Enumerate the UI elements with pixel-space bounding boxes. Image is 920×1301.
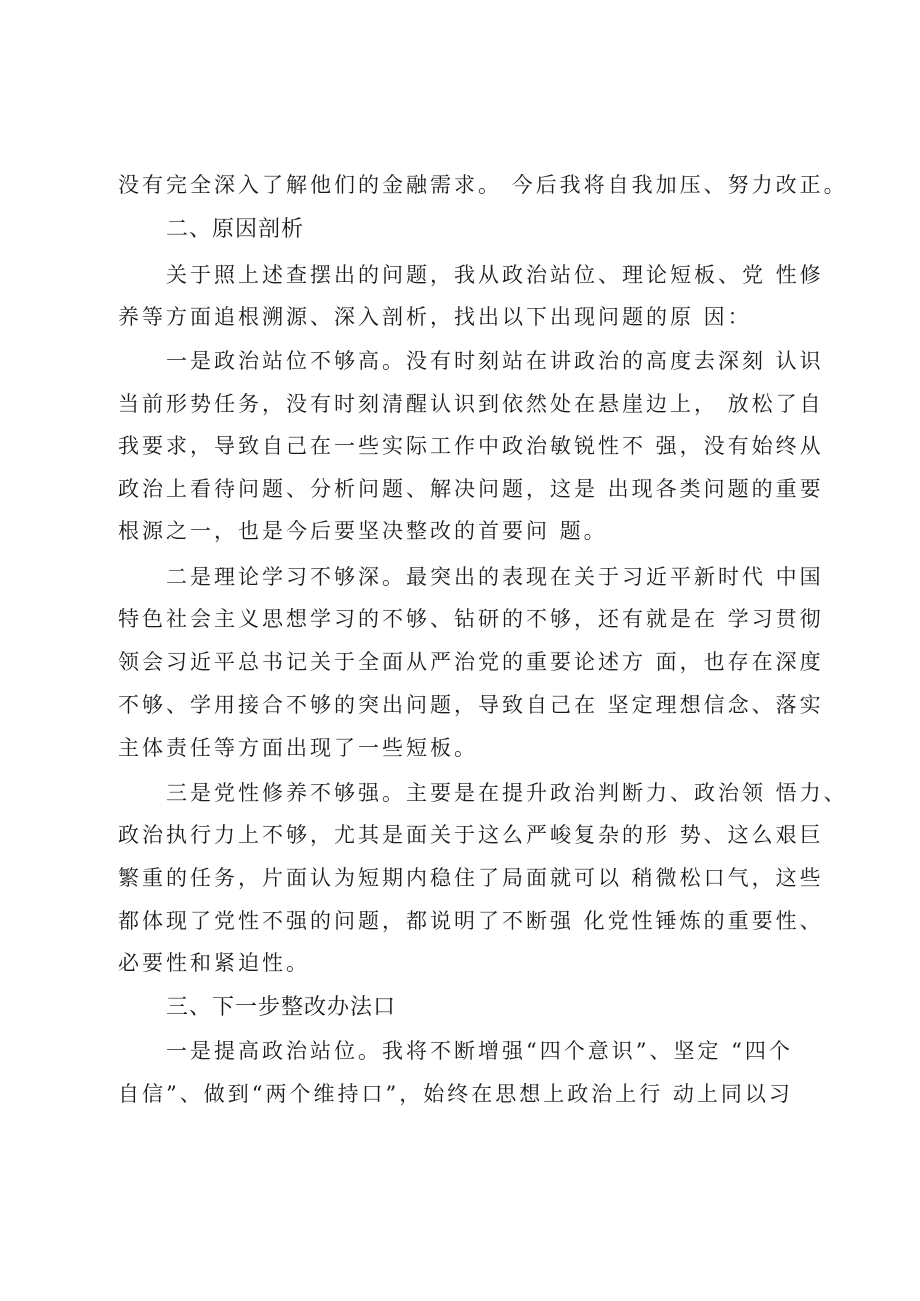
paragraph-line: 我要求，导致自己在一些实际工作中政治敏锐性不 强，没有始终从 (118, 434, 824, 458)
paragraph-line: 都体现了党性不强的问题，都说明了不断强 化党性锤炼的重要性、 (118, 909, 824, 933)
paragraph-line: 没有完全深入了解他们的金融需求。 今后我将自我加压、努力改正。 (118, 173, 848, 197)
paragraph-line: 一是提高政治站位。我将不断增强“四个意识”、坚定 “四个 (166, 1039, 793, 1063)
paragraph-line: 当前形势任务，没有时刻清醒认识到依然处在悬崖边上， 放松了自 (118, 392, 824, 416)
paragraph-line: 一是政治站位不够高。没有时刻站在讲政治的高度去深刻 认识 (166, 349, 824, 373)
section-heading-cause-analysis: 二、原因剖析 (166, 217, 305, 242)
paragraph-line: 养等方面追根溯源、深入剖析，找出以下出现问题的原 因： (118, 305, 752, 329)
paragraph-line: 政治上看待问题、分析问题、解决问题，这是 出现各类问题的重要 (118, 477, 824, 501)
paragraph-line: 自信”、做到“两个维持口”，始终在思想上政治上行 动上同以习 (118, 1082, 793, 1106)
paragraph-line: 繁重的任务，片面认为短期内稳住了局面就可以 稍微松口气，这些 (118, 866, 824, 890)
paragraph-line: 政治执行力上不够，尤其是面关于这么严峻复杂的形 势、这么艰巨 (118, 823, 824, 847)
paragraph-line: 二是理论学习不够深。最突出的表现在关于习近平新时代 中国 (166, 565, 824, 589)
paragraph-line: 关于照上述查摆出的问题，我从政治站位、理论短板、党 性修 (166, 263, 824, 287)
paragraph-line: 必要性和紧迫性。 (118, 951, 310, 975)
paragraph-line: 不够、学用接合不够的突出问题，导致自己在 坚定理想信念、落实 (118, 693, 824, 717)
paragraph-line: 三是党性修养不够强。主要是在提升政治判断力、政治领 悟力、 (166, 781, 848, 805)
paragraph-line: 根源之一，也是今后要坚决整改的首要问 题。 (118, 519, 608, 543)
paragraph-line: 领会习近平总书记关于全面从严治党的重要论述方 面，也存在深度 (118, 650, 824, 674)
section-heading-next-steps: 三、下一步整改办法口 (166, 995, 397, 1020)
paragraph-line: 主体责任等方面出现了一些短板。 (118, 736, 478, 760)
paragraph-line: 特色社会主义思想学习的不够、钻研的不够，还有就是在 学习贯彻 (118, 607, 824, 631)
